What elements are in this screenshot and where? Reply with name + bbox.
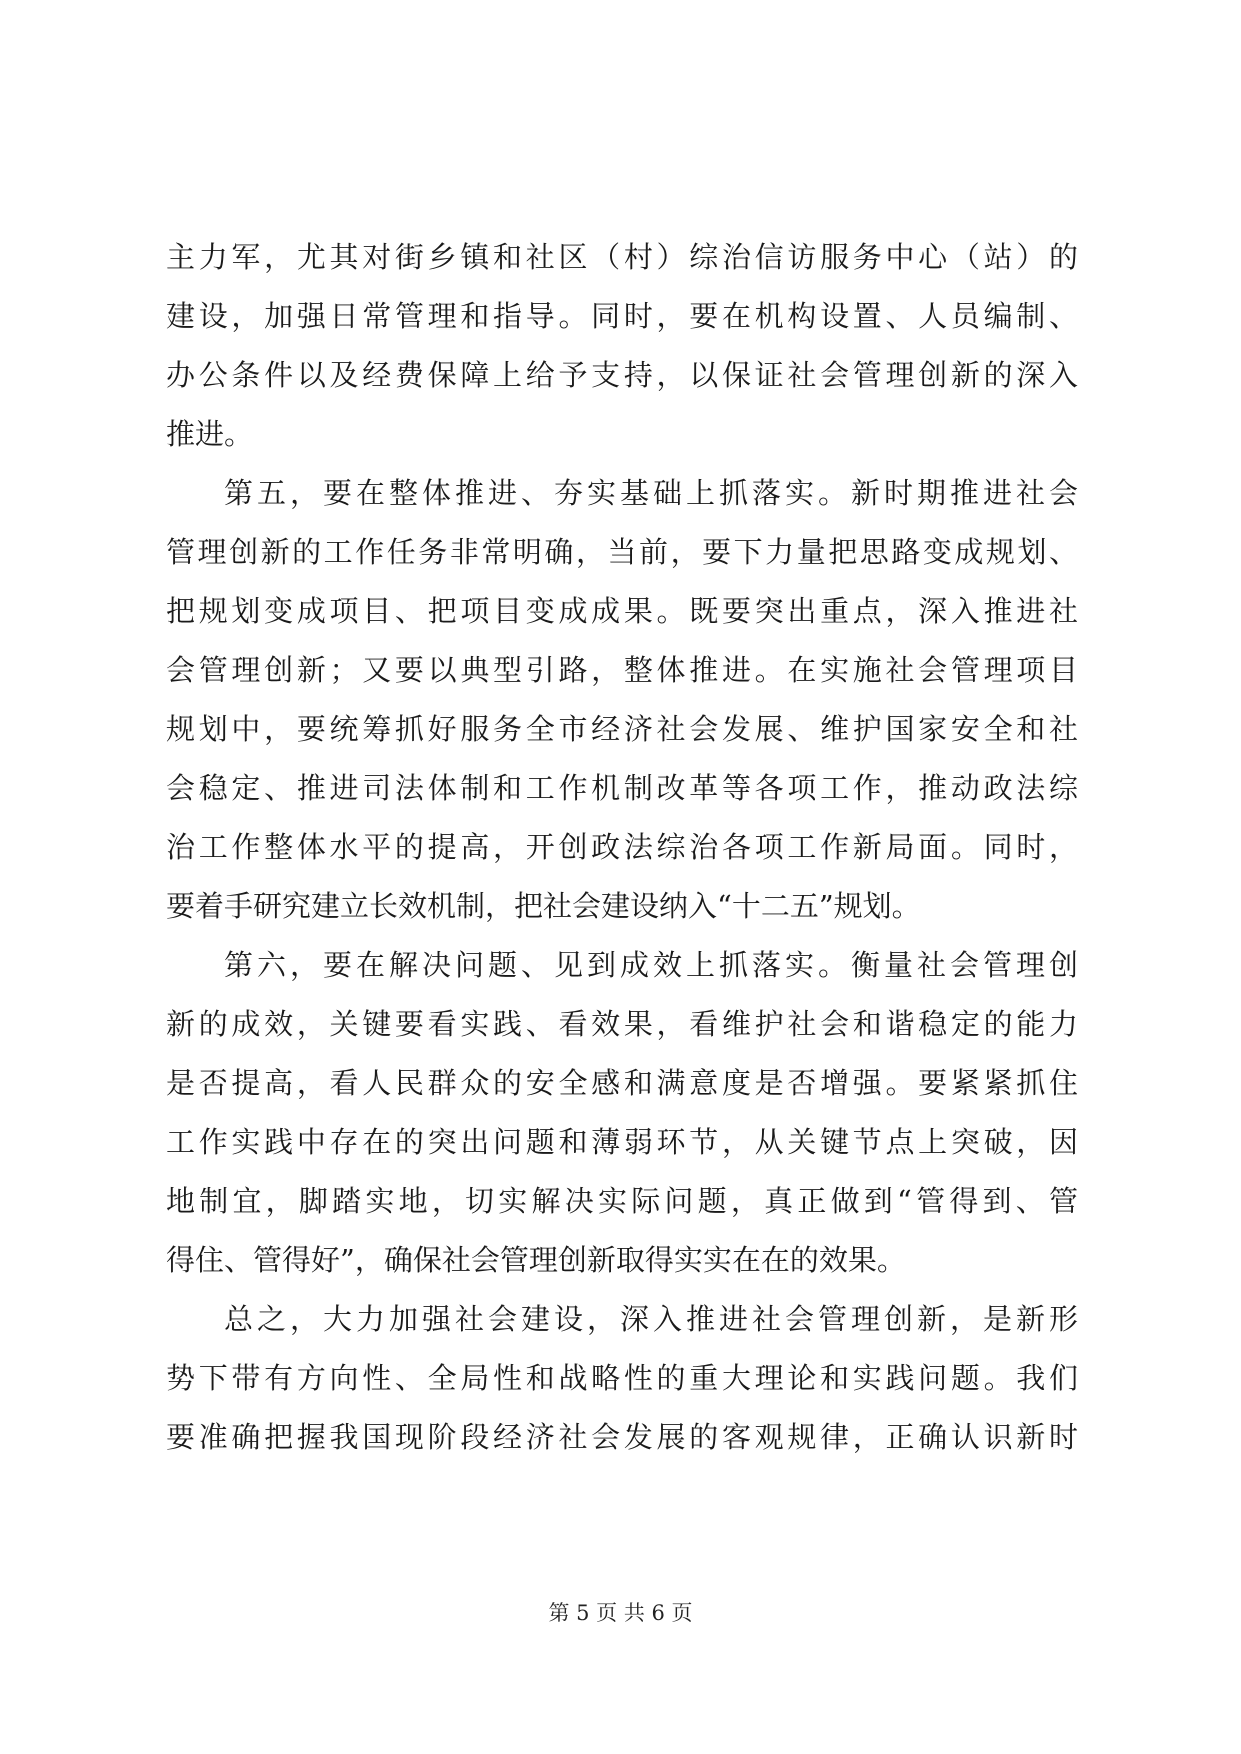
page-footer: 第 5 页 共 6 页	[548, 1601, 693, 1625]
paragraph-start-line: 第五，要在整体推进、夯实基础上抓落实。新时期推进社会	[224, 476, 1078, 510]
text-line: 建设，加强日常管理和指导。同时，要在机构设置、人员编制、	[166, 299, 1078, 333]
text-line: 是否提高，看人民群众的安全感和满意度是否增强。要紧紧抓住	[166, 1066, 1078, 1100]
text-line: 地制宜，脚踏实地，切实解决实际问题，真正做到“管得到、管	[166, 1184, 1078, 1218]
text-line: 治工作整体水平的提高，开创政法综治各项工作新局面。同时，	[166, 830, 1078, 864]
text-line: 办公条件以及经费保障上给予支持，以保证社会管理创新的深入	[166, 358, 1078, 392]
document-body	[166, 228, 1078, 1467]
text-line: 工作实践中存在的突出问题和薄弱环节，从关键节点上突破，因	[166, 1125, 1078, 1159]
text-line: 得住、管得好”，确保社会管理创新取得实实在在的效果。	[166, 1243, 906, 1277]
text-line: 会稳定、推进司法体制和工作机制改革等各项工作，推动政法综	[166, 771, 1078, 805]
text-line: 要准确把握我国现阶段经济社会发展的客观规律，正确认识新时	[166, 1420, 1078, 1454]
paragraph-start-line: 第六，要在解决问题、见到成效上抓落实。衡量社会管理创	[224, 948, 1078, 982]
text-line: 规划中，要统筹抓好服务全市经济社会发展、维护国家安全和社	[166, 712, 1078, 746]
text-line: 会管理创新；又要以典型引路，整体推进。在实施社会管理项目	[166, 653, 1078, 687]
text-line: 管理创新的工作任务非常明确，当前，要下力量把思路变成规划、	[166, 535, 1078, 569]
paragraph-start-line: 总之，大力加强社会建设，深入推进社会管理创新，是新形	[224, 1302, 1078, 1336]
text-line: 势下带有方向性、全局性和战略性的重大理论和实践问题。我们	[166, 1361, 1078, 1395]
text-line: 主力军，尤其对街乡镇和社区（村）综治信访服务中心（站）的	[166, 240, 1078, 274]
text-line: 把规划变成项目、把项目变成成果。既要突出重点，深入推进社	[166, 594, 1078, 628]
text-line: 新的成效，关键要看实践、看效果，看维护社会和谐稳定的能力	[166, 1007, 1078, 1041]
text-line: 推进。	[166, 417, 254, 451]
text-line: 要着手研究建立长效机制，把社会建设纳入“十二五”规划。	[166, 889, 921, 923]
